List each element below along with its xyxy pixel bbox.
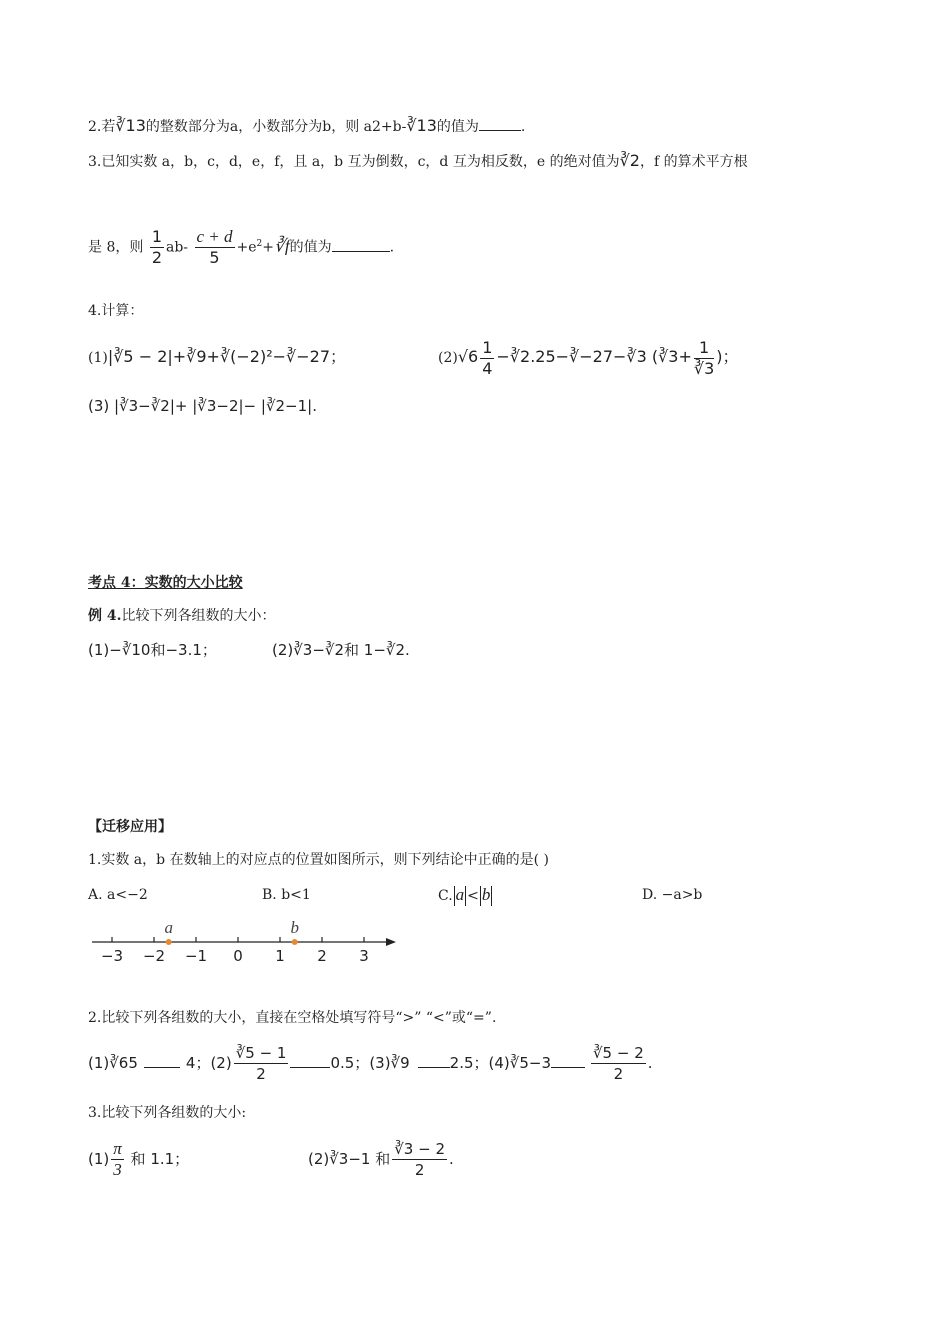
tick-label: −3	[100, 947, 124, 965]
q3-p1-right: 和 1.1；	[125, 1150, 190, 1168]
q3-end: .	[389, 239, 395, 256]
q3-p2-den: 2	[414, 1161, 425, 1179]
tick-label: 1	[275, 947, 285, 965]
tick-label: 3	[359, 947, 369, 965]
q3-e-sup: 2	[256, 239, 263, 249]
q2-cube-root-13: ∛13	[115, 116, 146, 135]
abs-bar	[480, 886, 481, 906]
q4-title: 4.计算：	[88, 303, 144, 319]
abs-bar	[491, 886, 492, 906]
q3-half-fraction	[150, 227, 164, 268]
question-3-line2	[88, 222, 394, 270]
option-c-a: a	[455, 885, 465, 904]
transfer-q1: 1.实数 a，b 在数轴上的对应点的位置如图所示，则下列结论中正确的是( )	[88, 852, 549, 868]
number-line	[88, 918, 408, 968]
q3-p1-den: 3	[113, 1160, 122, 1179]
q3-p1-label: (1)	[88, 1150, 110, 1168]
q2-p2-label: (2)	[210, 1054, 232, 1072]
transfer-q3: 3.比较下列各组数的大小:	[88, 1105, 247, 1121]
example-4-part2: (2)∛3−∛2和 1−∛2.	[272, 641, 410, 659]
number-line-arrow	[386, 938, 396, 946]
option-c-label: C.	[438, 888, 453, 904]
point-b	[292, 939, 298, 945]
q3-ab: ab-	[166, 239, 189, 256]
q2-p2-fraction	[234, 1043, 289, 1084]
q2-p4-right: .	[647, 1054, 653, 1072]
q3-line1-text: 3.已知实数 a，b，c，d，e，f，且 a，b 互为倒数，c，d 互为相反数，e 的绝对值为	[88, 154, 620, 170]
q2-p4-den: 2	[613, 1065, 624, 1083]
option-d: D. −a>b	[642, 887, 703, 903]
q2-p2-right: 0.5；	[330, 1054, 370, 1072]
q3-cube-root-2: ∛2	[619, 151, 640, 170]
option-c-b: b	[481, 885, 491, 904]
q4-part2	[438, 334, 739, 381]
q3-cd-fraction	[195, 227, 235, 268]
option-b: B. b<1	[262, 887, 311, 903]
q2-p2-blank	[290, 1053, 330, 1068]
q2-p4-blank	[551, 1053, 585, 1068]
q4-p2-label: (2)	[438, 350, 458, 366]
q3-p1-fraction	[111, 1139, 124, 1180]
transfer-heading: 【迁移应用】	[88, 819, 172, 835]
q2-p4: (4)∛5−3	[488, 1054, 551, 1072]
q2-text-c: 的值为	[436, 119, 479, 135]
tick-label: −2	[142, 947, 166, 965]
q4-p2-fraction-2	[694, 338, 714, 379]
q3-answer-blank	[332, 237, 390, 252]
q4-p2-f2-num: 1	[694, 338, 714, 359]
example-4-part1: (1)−∛10和−3.1；	[88, 641, 217, 659]
q4-p2-fraction	[480, 338, 494, 379]
point-label-b: b	[290, 918, 299, 937]
question-3-line1	[88, 150, 748, 173]
example-4	[88, 605, 276, 627]
option-c	[438, 884, 493, 907]
transfer-q3-part1	[88, 1136, 189, 1182]
q3-p2-num: ∛3 − 2	[394, 1140, 445, 1158]
q4-p2-sqrt: √6	[457, 347, 479, 366]
q4-p2-frac-num: 1	[482, 337, 493, 357]
q2-text-b: 的整数部分为a，小数部分为b，则 a2+b-	[145, 119, 407, 135]
q3-cube-root-f: ∛f	[274, 236, 290, 256]
q4-p2-expr: −∛2.25−∛−27−∛3 (∛3+	[496, 347, 692, 366]
transfer-q2-parts	[88, 1040, 653, 1086]
q3-p2-label: (2)∛3−1 和	[308, 1150, 391, 1168]
q4-p1-label: (1)	[88, 350, 108, 366]
tick-label: 2	[317, 947, 327, 965]
section4-heading: 考点 4：实数的大小比较	[88, 575, 243, 591]
option-c-lt: <	[467, 888, 479, 904]
q2-text-a: 若	[101, 119, 116, 135]
q4-p2-frac-den: 4	[482, 358, 493, 378]
q2-tail: .	[520, 119, 526, 135]
point-label-a: a	[164, 918, 173, 937]
q2-p1-right: 4；	[185, 1054, 211, 1072]
q2-p3-right: 2.5；	[449, 1054, 489, 1072]
q3-cd-num: c + d	[196, 227, 233, 247]
q2-p4-num: ∛5 − 2	[593, 1044, 644, 1062]
q3-line2-text: 是 8，则	[88, 239, 144, 256]
q2-p3-blank	[418, 1053, 450, 1068]
q4-p2-tail: )；	[716, 347, 739, 366]
q4-part1	[88, 346, 346, 369]
transfer-q2: 2.比较下列各组数的大小，直接在空格处填写符号“>” “<”或“=”.	[88, 1010, 497, 1026]
tick-label: −1	[184, 947, 208, 965]
point-a	[166, 939, 172, 945]
q3-half-den: 2	[151, 248, 162, 268]
q3-plus: +	[262, 239, 275, 256]
q4-p2-f2-den: ∛3	[693, 358, 715, 378]
q3-cd-den: 5	[209, 248, 220, 268]
q3-p2-fraction	[392, 1139, 447, 1180]
q2-p2-num: ∛5 − 1	[235, 1044, 287, 1062]
q2-cube-root-13-second: ∛13	[406, 116, 437, 135]
q3-p2-right: .	[448, 1150, 454, 1168]
tick-label: 0	[233, 947, 243, 965]
question-2	[88, 115, 525, 138]
q3-p1-num: π	[113, 1139, 122, 1158]
q2-answer-blank	[479, 116, 521, 131]
q4-part3: (3) |∛3−∛2|+ |∛3−2|− |∛2−1|.	[88, 397, 317, 415]
q2-number: 2.	[88, 119, 102, 135]
q3-line1-tail: ，f 的算术平方根	[639, 154, 748, 170]
q3-e: +e	[236, 239, 257, 256]
q2-p1: (1)∛65	[88, 1054, 138, 1072]
q4-p1-expr: |∛5 − 2|+∛9+∛(−2)²−∛−27；	[107, 347, 346, 366]
q3-half-num: 1	[151, 227, 162, 247]
q2-p2-den: 2	[256, 1065, 266, 1083]
option-a: A. a<−2	[88, 887, 148, 903]
abs-bar	[454, 886, 455, 906]
example-4-label: 例 4.	[88, 608, 122, 624]
q2-p1-blank	[144, 1053, 180, 1068]
example-4-text: 比较下列各组数的大小：	[121, 608, 276, 624]
transfer-q3-part2	[308, 1136, 454, 1182]
q3-line2-tail: 的值为	[289, 239, 332, 256]
q2-p3: (3)∛9	[369, 1054, 410, 1072]
q2-p4-fraction	[591, 1043, 646, 1084]
